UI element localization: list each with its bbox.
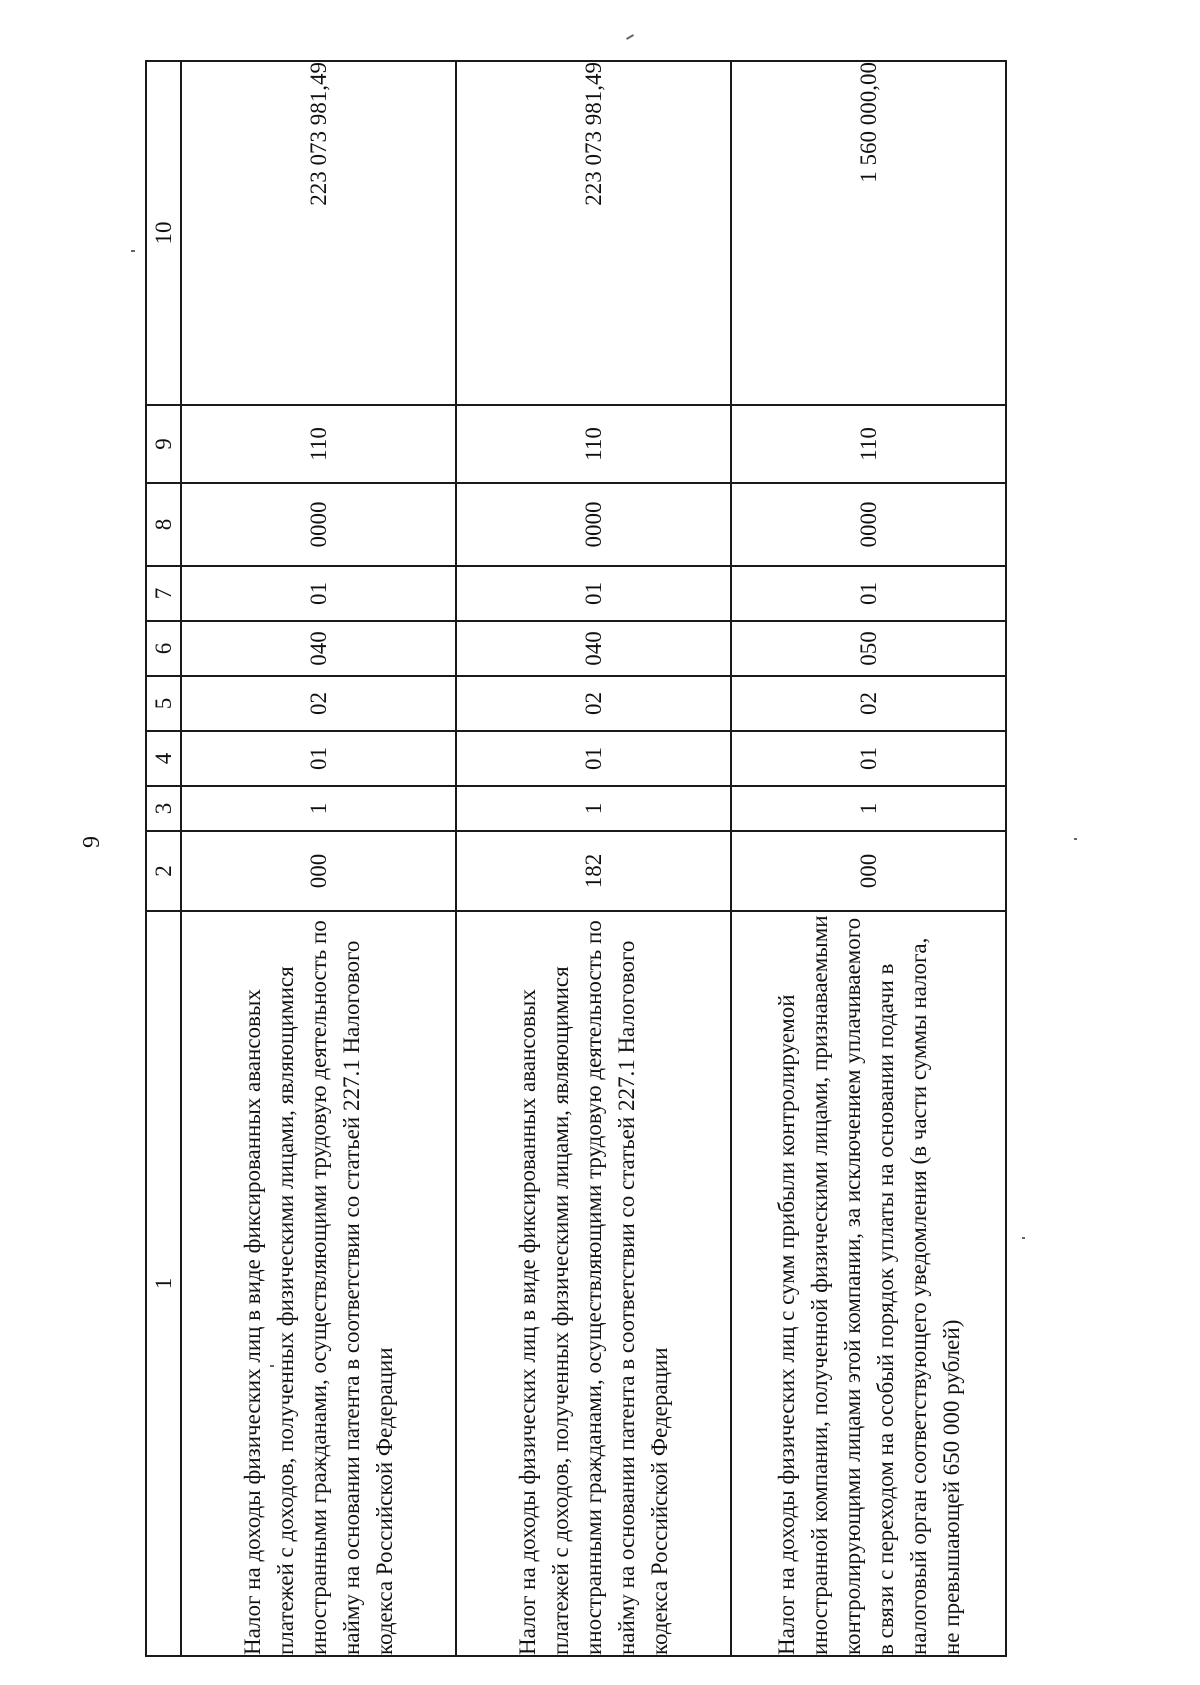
scan-mark [1074,838,1077,840]
element-code: 01 [181,566,456,621]
amount: 1 560 000,00 [731,61,1006,405]
amount: 223 073 981,49 [181,61,456,405]
table-header-row [146,61,181,1656]
header-col-4: 4 [146,731,181,786]
table-row [181,61,456,1656]
program-code: 0000 [731,483,1006,566]
element-code: 01 [731,566,1006,621]
amount: 223 073 981,49 [456,61,731,405]
admin-code: 000 [731,831,1006,911]
budget-classification-table [145,60,1007,1657]
subgroup-code: 01 [181,731,456,786]
subgroup-code: 01 [731,731,1006,786]
header-col-7: 7 [146,566,181,621]
scan-mark [1022,1237,1025,1239]
group-code: 1 [731,786,1006,831]
header-col-1: 1 [146,911,181,1656]
admin-code: 000 [181,831,456,911]
header-col-5: 5 [146,676,181,731]
admin-code: 182 [456,831,731,911]
economic-code: 110 [181,405,456,483]
subarticle-code: 040 [456,621,731,676]
header-col-10: 10 [146,61,181,405]
header-col-3: 3 [146,786,181,831]
program-code: 0000 [181,483,456,566]
table-row [456,61,731,1656]
header-col-9: 9 [146,405,181,483]
budget-table-frame [145,62,1005,1657]
scan-mark [131,250,135,252]
row-description: Налог на доходы физических лиц с сумм прибыли контролируемой иностранной компании, полученной физическими лицами, признаваемыми контролирующими лицами этой компании, за исключением уплачиваемого в связи с переходом на особый порядок уплаты на основании подачи в налоговый орган соответствующего уведомления (в части суммы налога, не превышающей 650 000 рублей) [731,911,1006,1656]
scan-mark [626,34,634,40]
article-code: 02 [456,676,731,731]
economic-code: 110 [456,405,731,483]
subarticle-code: 050 [731,621,1006,676]
header-col-6: 6 [146,621,181,676]
page-number: 9 [79,836,105,848]
article-code: 02 [731,676,1006,731]
header-col-8: 8 [146,483,181,566]
program-code: 0000 [456,483,731,566]
group-code: 1 [456,786,731,831]
element-code: 01 [456,566,731,621]
subgroup-code: 01 [456,731,731,786]
row-description: Налог на доходы физических лиц в виде фиксированных авансовых платежей с доходов, полученных физическими лицами, являющимися иностранными гражданами, осуществляющими трудовую деятельность по найму на основании патента в соответствии со статьей 227.1 Налогового кодекса Российской Федерации [456,911,731,1656]
article-code: 02 [181,676,456,731]
table-row [731,61,1006,1656]
subarticle-code: 040 [181,621,456,676]
row-description: Налог на доходы физических лиц в виде фиксированных авансовых платежей с доходов, полученных физическими лицами, являющимися иностранными гражданами, осуществляющими трудовую деятельность по найму на основании патента в соответствии со статьей 227.1 Налогового кодекса Российской Федерации [181,911,456,1656]
group-code: 1 [181,786,456,831]
header-col-2: 2 [146,831,181,911]
economic-code: 110 [731,405,1006,483]
